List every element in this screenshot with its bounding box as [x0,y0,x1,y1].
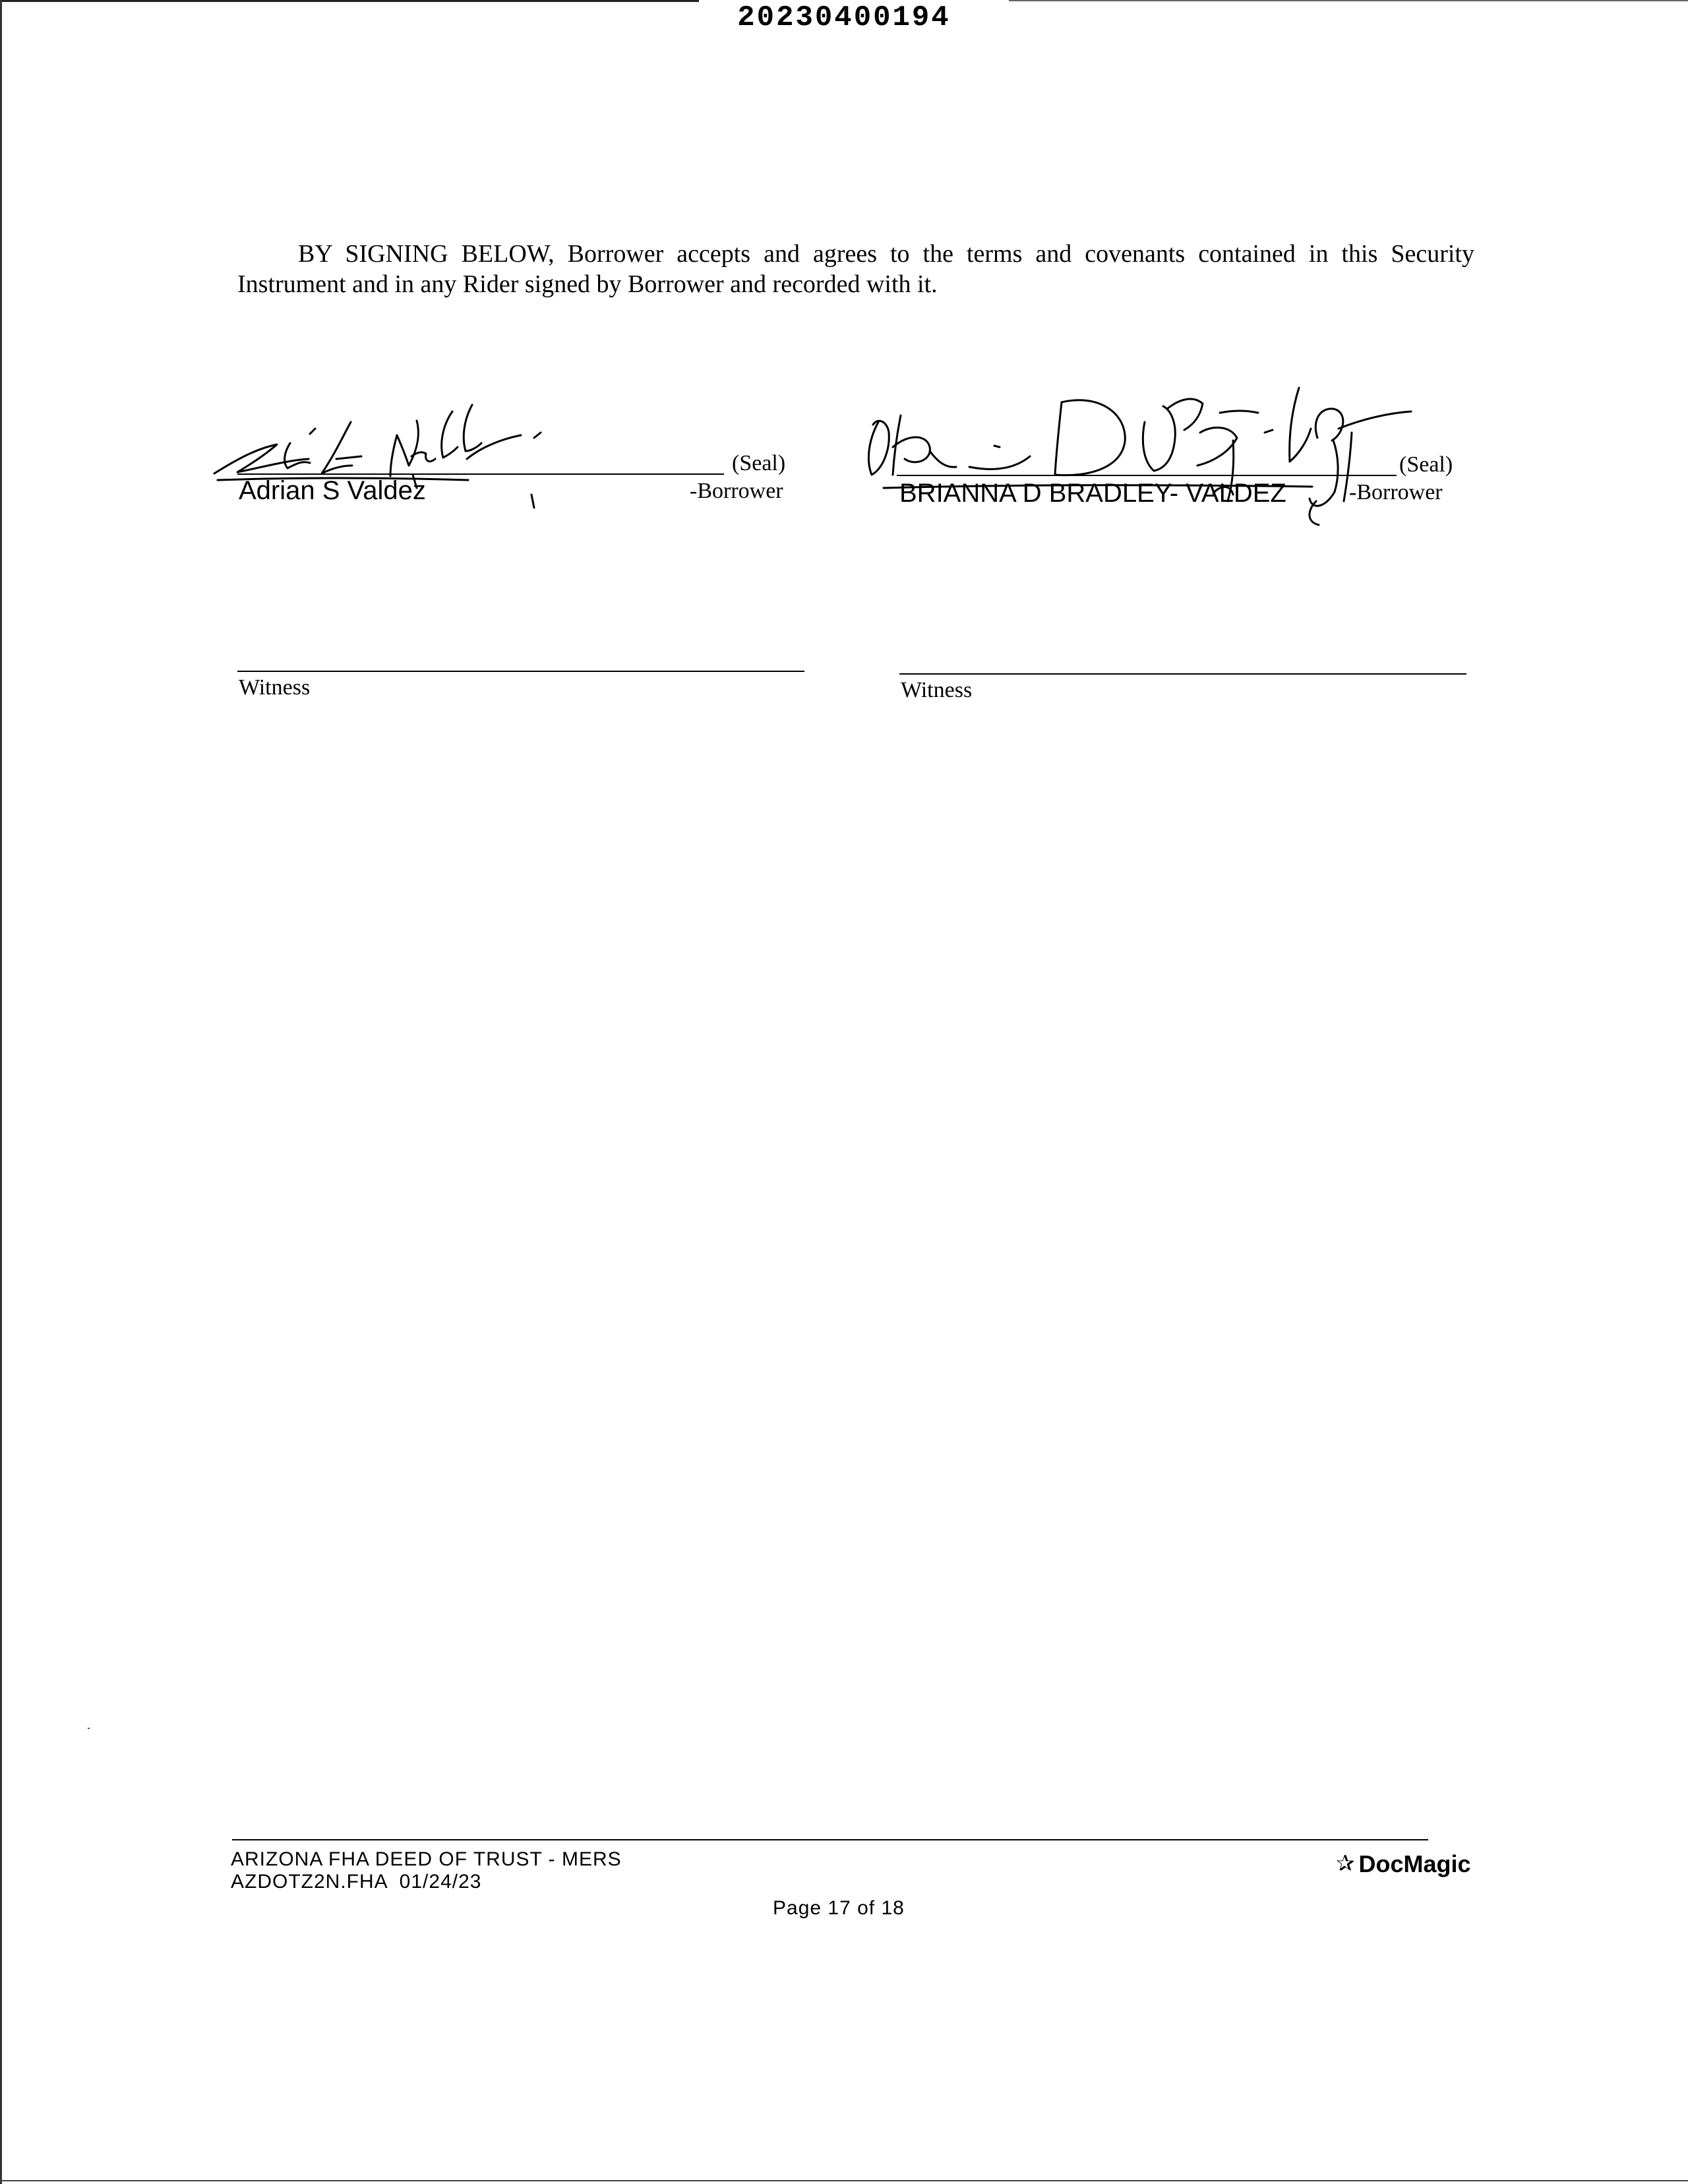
borrower-role-label: -Borrower [1349,480,1443,504]
form-title: ARIZONA FHA DEED OF TRUST - MERS [231,1848,622,1870]
handwritten-signature-2 [864,369,1424,534]
docmagic-brand [1336,1850,1471,1878]
seal-label: (Seal) [1399,452,1453,477]
borrower-printed-name: BRIANNA D BRADLEY- VALDEZ [899,479,1286,508]
star-icon: ✰ [1336,1852,1355,1876]
witness-label: Witness [239,675,311,700]
borrower-role-label: -Borrower [690,479,783,503]
recording-number: 20230400194 [737,1,951,34]
page-number: Page 17 of 18 [773,1897,905,1919]
footer-rule [232,1839,1428,1840]
scan-speck [88,1728,90,1729]
signature-intro-paragraph: BY SIGNING BELOW, Borrower accepts and agrees to the terms and covenants contained in this Security Instrument and in any Rider signed by Borrower and recorded with it. [237,240,1474,298]
form-code: AZDOTZ2N.FHA 01/24/23 [231,1871,482,1893]
brand-name: DocMagic [1358,1850,1471,1877]
signature-line [237,473,724,475]
borrower-printed-name: Adrian S Valdez [239,476,426,505]
signature-line [897,475,1397,476]
witness-line [899,673,1466,675]
scan-edge-bottom [0,2180,1688,2181]
witness-label: Witness [901,678,973,702]
seal-label: (Seal) [732,451,786,475]
scan-edge-left [0,0,2,2184]
witness-line [237,671,804,672]
